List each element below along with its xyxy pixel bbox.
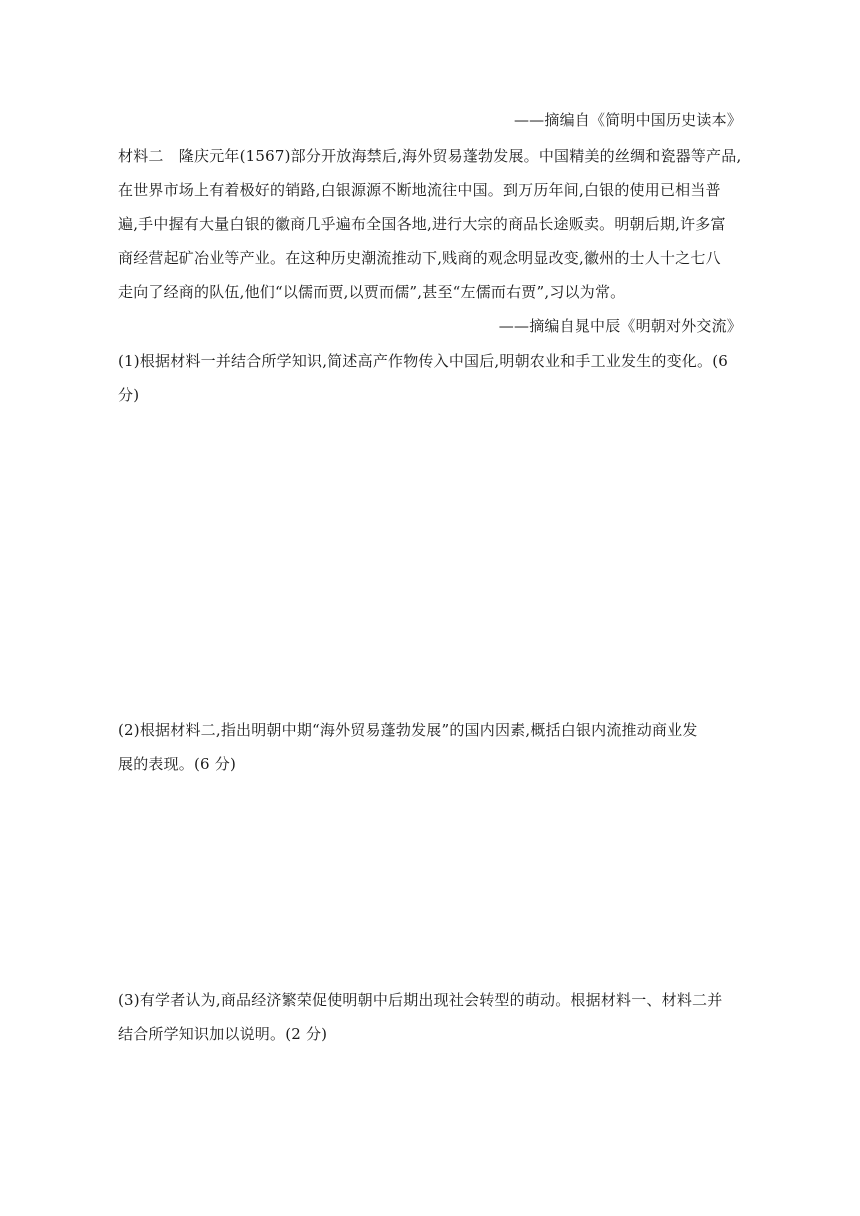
question-line: (3)有学者认为,商品经济繁荣促使明朝中后期出现社会转型的萌动。根据材料一、材料二并 xyxy=(118,991,723,1009)
material2-line: 走向了经商的队伍,他们“以儒而贾,以贾而儒”,甚至“左儒而右贾”,习以为常。 xyxy=(118,283,626,301)
source-citation-material1: ——摘编自《简明中国历史读本》 xyxy=(513,111,742,129)
material2-line: 遍,手中握有大量白银的徽商几乎遍布全国各地,进行大宗的商品长途贩卖。明朝后期,许多富 xyxy=(118,215,726,233)
source-citation-material2: ——摘编自晁中辰《明朝对外交流》 xyxy=(498,317,742,335)
question-line: 展的表现。(6 分) xyxy=(118,755,237,773)
material2-line: 在世界市场上有着极好的销路,白银源源不断地流往中国。到万历年间,白银的使用已相当普 xyxy=(118,181,721,199)
material2-line: 商经营起矿冶业等产业。在这种历史潮流推动下,贱商的观念明显改变,徽州的士人十之七八 xyxy=(118,249,721,267)
material2-line: 材料二 隆庆元年(1567)部分开放海禁后,海外贸易蓬勃发展。中国精美的丝绸和瓷器等产品, xyxy=(118,147,742,165)
question-line: (2)根据材料二,指出明朝中期“海外贸易蓬勃发展”的国内因素,概括白银内流推动商业发 xyxy=(118,721,698,739)
question-line: 结合所学知识加以说明。(2 分) xyxy=(118,1025,328,1043)
question-line: (1)根据材料一并结合所学知识,简述高产作物传入中国后,明朝农业和手工业发生的变化。(6 xyxy=(118,352,728,370)
question-line: 分) xyxy=(118,386,140,404)
